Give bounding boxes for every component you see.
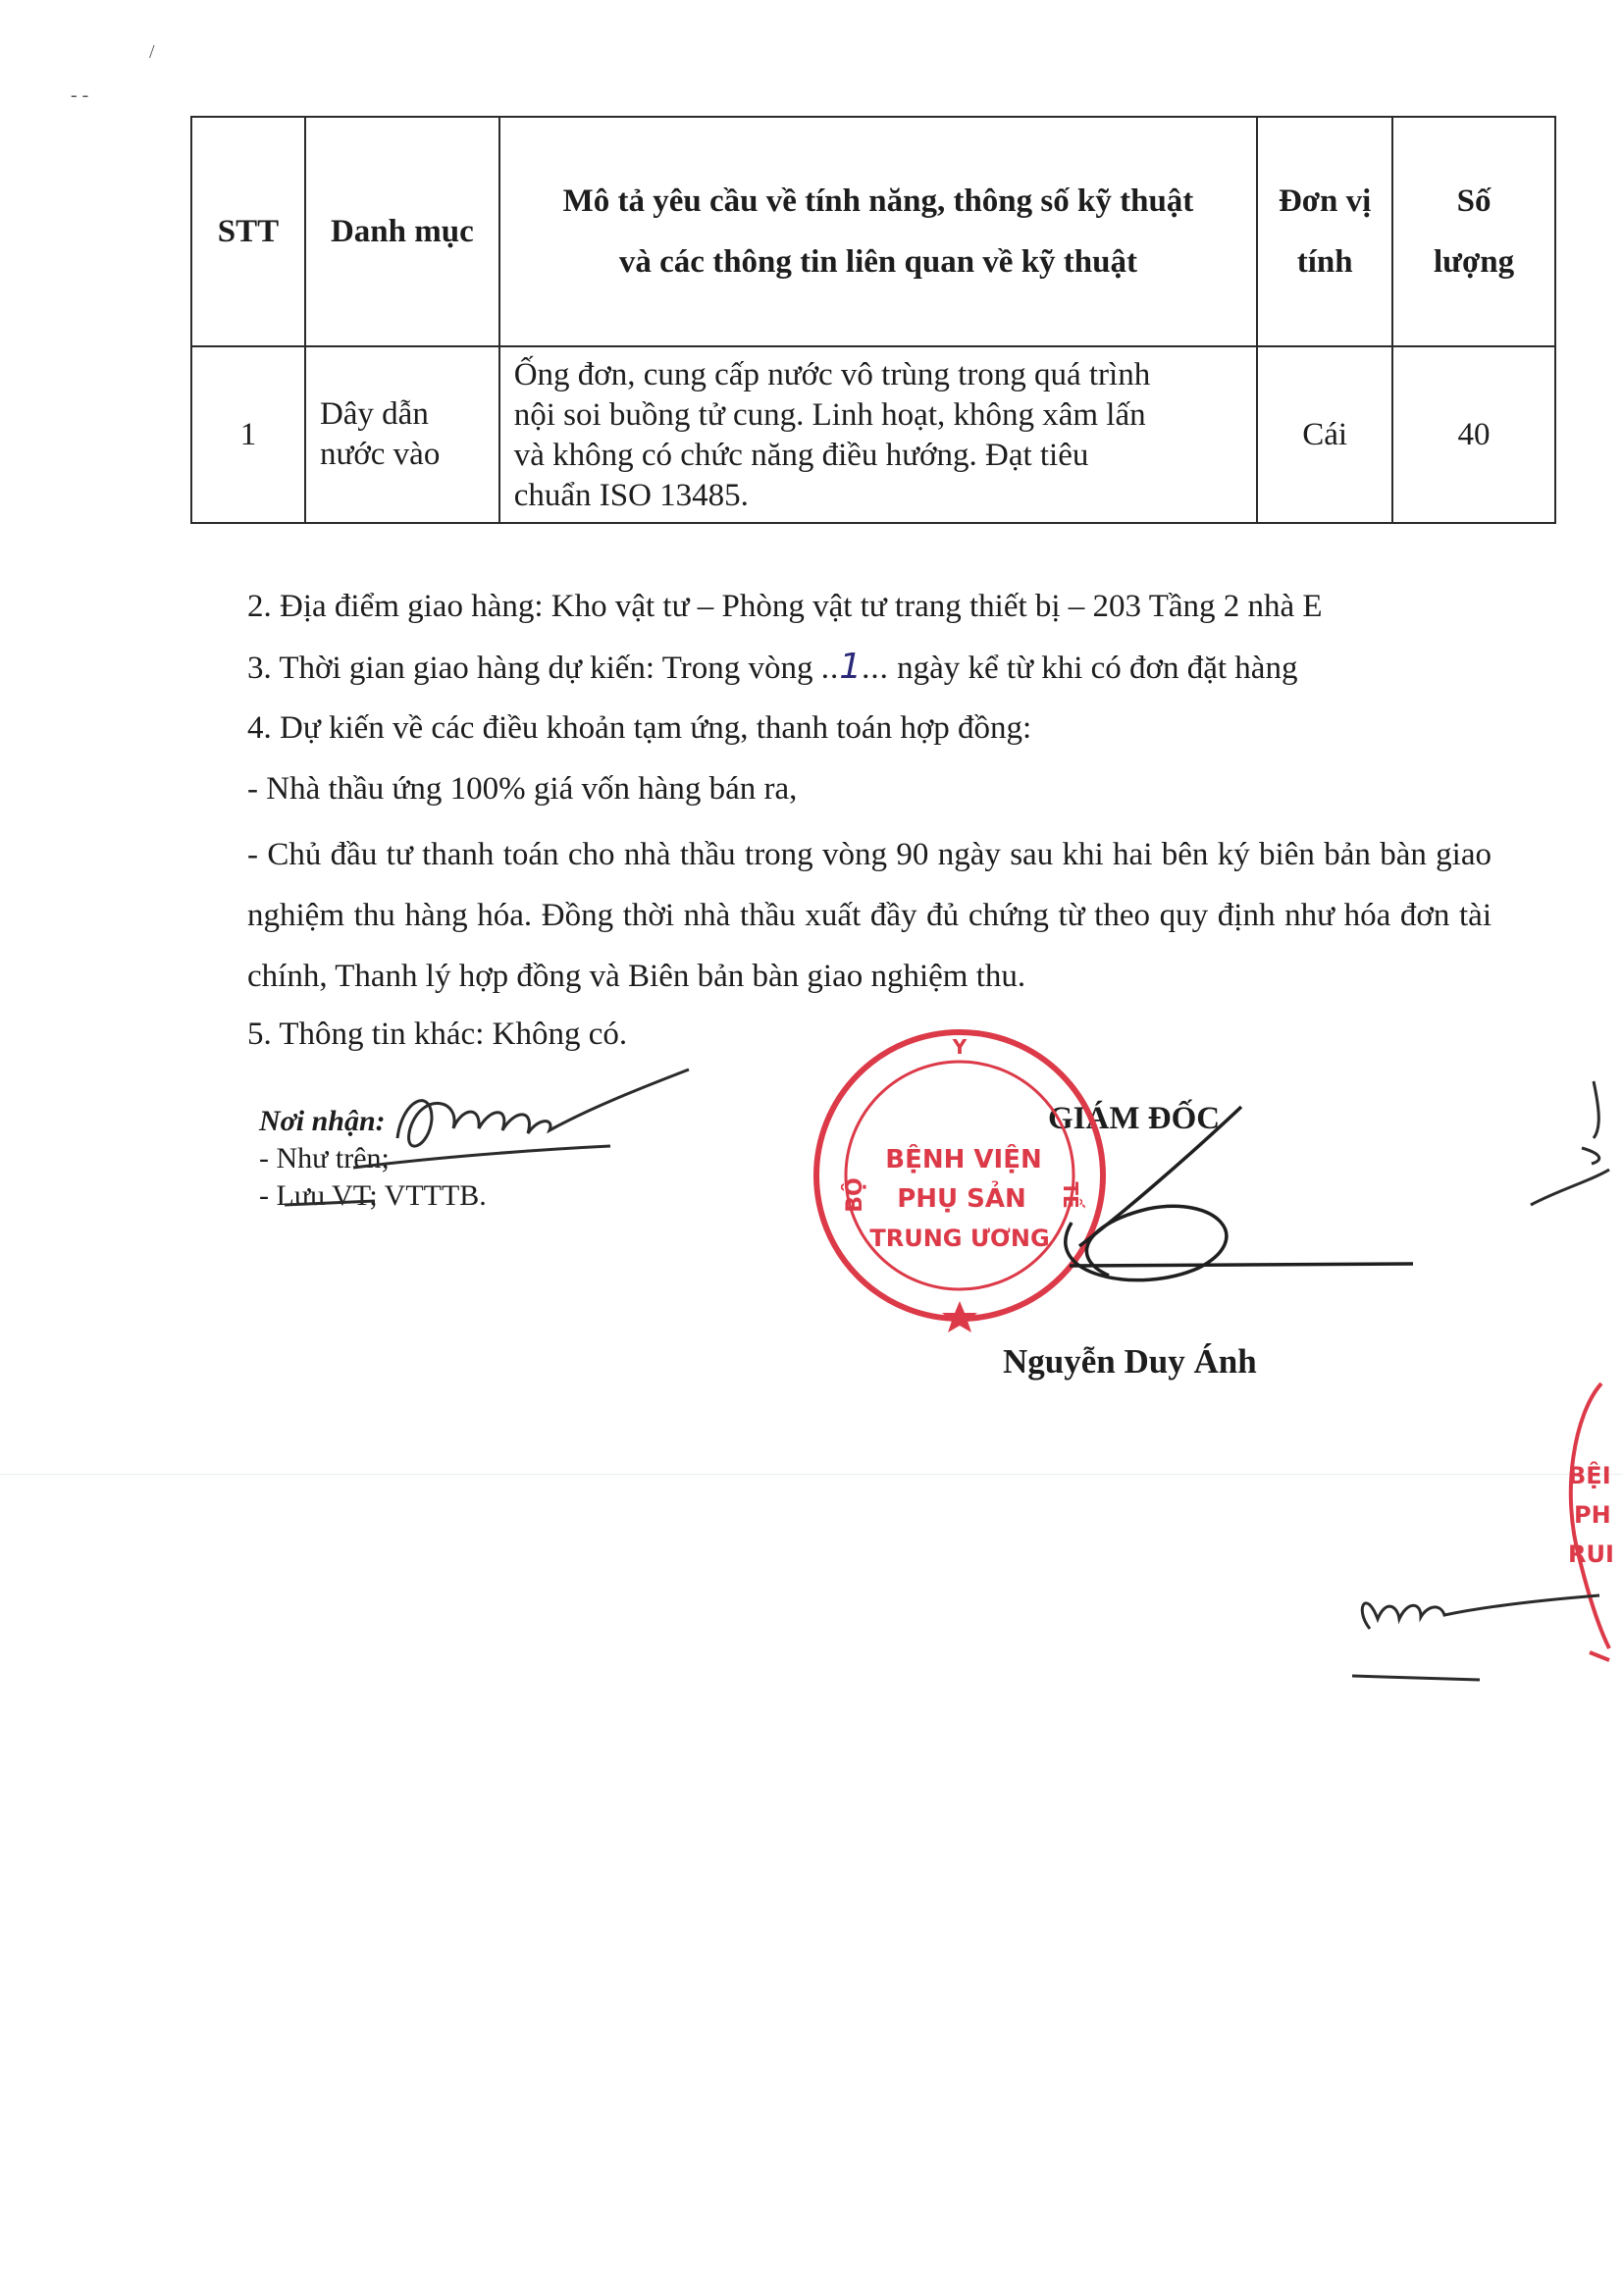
other-info: 5. Thông tin khác: Không có. (247, 1017, 628, 1052)
stamp-arc-text: TẾ (1059, 1181, 1082, 1209)
stamp-star-icon (942, 1301, 977, 1332)
delivery-time-suffix: ngày kể từ khi có đơn đặt hàng (897, 651, 1298, 686)
stamp-arc-text: Y (952, 1035, 968, 1059)
edge-stamp-text: RUI (1568, 1540, 1614, 1568)
payment-heading: 4. Dự kiến về các điều khoản tạm ứng, thanh toán hợp đồng: (247, 710, 1032, 746)
cell-category: Dây dẫn nước vào (305, 346, 499, 523)
stamp-line: PHỤ SẢN (897, 1184, 1026, 1214)
cell-stt: 1 (191, 346, 305, 523)
header-unit: Đơn vị tính (1257, 117, 1392, 346)
recipient-item: - Lưu VT; VTTTB. (259, 1179, 487, 1212)
handwritten-initials-icon (285, 1070, 689, 1205)
header-quantity: Số lượng (1392, 117, 1555, 346)
recipient-item: - Như trên; (259, 1142, 390, 1174)
handwritten-days-value: 1 (839, 647, 863, 687)
cell-unit: Cái (1257, 346, 1392, 523)
payment-item: - Chủ đầu tư thanh toán cho nhà thầu trong vòng 90 ngày sau khi hai bên ký biên bản bàn giao nghiệm thu hàng hóa. Đồng thời nhà thầu xuất đầy đủ chứng từ theo quy định như hóa đơn tài chính, Thanh lý hợp đồng và Biên bản bàn giao nghiệm thu. (247, 837, 1492, 994)
director-name: Nguyễn Duy Ánh (1003, 1342, 1257, 1381)
delivery-time-dots: ... (862, 651, 889, 686)
delivery-location: 2. Địa điểm giao hàng: Kho vật tư – Phòng vật tư trang thiết bị – 203 Tầng 2 nhà E (247, 589, 1323, 624)
recipients-title: Nơi nhận: (259, 1105, 386, 1137)
edge-stamp-icon (1568, 1383, 1614, 1660)
stamp-arc-text: BỘ (843, 1177, 867, 1213)
payment-item: - Nhà thầu ứng 100% giá vốn hàng bán ra, (247, 771, 798, 807)
header-stt: STT (191, 117, 305, 346)
scan-speck: / (149, 41, 155, 63)
cell-quantity: 40 (1392, 346, 1555, 523)
cell-description: Ống đơn, cung cấp nước vô trùng trong quá trình nội soi buồng tử cung. Linh hoạt, không xâm lấn và không có chức năng điều hướng. Đạt tiêu chuẩn ISO 13485. (499, 346, 1257, 523)
header-category: Danh mục (305, 117, 499, 346)
director-title: GIÁM ĐỐC (1048, 1101, 1221, 1136)
edge-stamp-text: PH (1574, 1501, 1611, 1529)
delivery-time-dots: .. (820, 651, 840, 686)
hospital-stamp-icon (816, 1032, 1103, 1332)
director-signature-icon (1066, 1107, 1413, 1280)
scan-speck: ‐ - (71, 84, 89, 106)
delivery-time-prefix: 3. Thời gian giao hàng dự kiến: Trong vòng (247, 651, 813, 686)
stamp-line: BỆNH VIỆN (885, 1145, 1042, 1174)
edge-handwriting-icon (1352, 1081, 1609, 1680)
stamp-line: TRUNG ƯƠNG (869, 1225, 1050, 1252)
header-description: Mô tả yêu cầu về tính năng, thông số kỹ thuật và các thông tin liên quan về kỹ thuật (499, 117, 1257, 346)
edge-stamp-text: BỆI (1568, 1462, 1611, 1489)
